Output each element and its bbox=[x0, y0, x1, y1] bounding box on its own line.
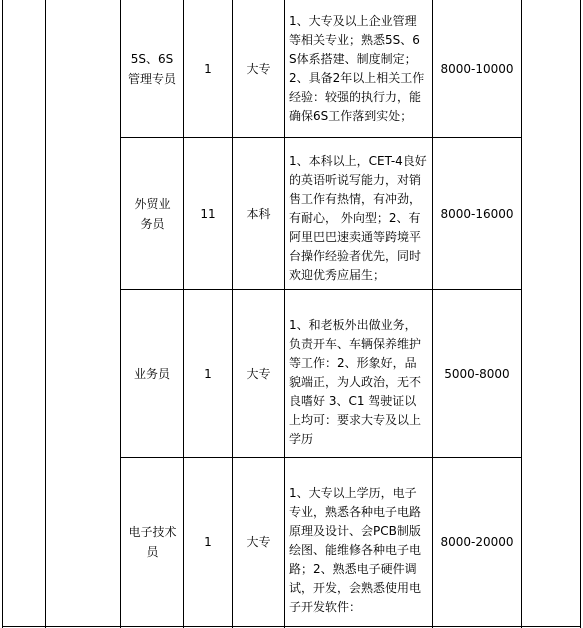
salary-cell bbox=[433, 290, 521, 457]
position-name: 外贸业务员 bbox=[134, 196, 171, 231]
requirements-text: 1、本科以上，CET-4良好的英语听说写能力，对销售工作有热情，有冲劲，有耐心， 外向型；2、有阿里巴巴速卖通等跨境平台操作经验者优先，同时欢迎优秀应届生； bbox=[289, 154, 427, 282]
count-cell bbox=[184, 290, 232, 457]
salary-range: 5000-8000 bbox=[444, 366, 510, 381]
salary-range: 8000-16000 bbox=[440, 206, 514, 221]
position-cell bbox=[121, 290, 183, 457]
position-name: 5S、6S管理专员 bbox=[127, 51, 176, 86]
position-cell bbox=[128, 458, 177, 626]
grid-line bbox=[284, 0, 285, 628]
education-level: 大专 bbox=[246, 366, 271, 381]
education-cell bbox=[233, 290, 284, 457]
grid-line bbox=[45, 0, 46, 628]
salary-cell bbox=[433, 138, 521, 289]
education-level: 大专 bbox=[246, 61, 271, 76]
headcount: 11 bbox=[200, 206, 216, 221]
position-cell bbox=[127, 0, 177, 137]
salary-range: 8000-10000 bbox=[440, 61, 514, 76]
grid-line bbox=[521, 0, 522, 628]
grid-line bbox=[2, 626, 581, 627]
position-cell bbox=[130, 138, 175, 289]
grid-line bbox=[580, 0, 581, 628]
education-cell bbox=[233, 0, 284, 137]
salary-cell bbox=[433, 0, 521, 137]
requirements-text: 1、大专及以上企业管理等相关专业；熟悉5S、6S体系搭建、制度制定；2、具备2年以上相关工作经验：较强的执行力，能确保6S工作落到实处； bbox=[289, 14, 425, 123]
salary-range: 8000-20000 bbox=[440, 535, 514, 549]
count-cell bbox=[184, 138, 232, 289]
grid-line bbox=[2, 0, 3, 628]
count-cell bbox=[184, 0, 232, 137]
education-cell bbox=[233, 458, 284, 626]
position-name: 电子技术员 bbox=[128, 525, 177, 559]
education-cell bbox=[233, 138, 284, 289]
salary-cell bbox=[433, 458, 521, 626]
count-cell bbox=[184, 458, 232, 626]
headcount: 1 bbox=[204, 366, 212, 381]
headcount: 1 bbox=[204, 535, 212, 549]
requirements-text: 1、和老板外出做业务，负责开车、车辆保养维护等工作：2、形象好，品貌端正，为人政治，无不良嗜好 3、C1 驾驶证以上均可：要求大专及以上学历 bbox=[289, 318, 422, 446]
education-level: 大专 bbox=[246, 535, 271, 549]
headcount: 1 bbox=[204, 61, 212, 76]
education-level: 本科 bbox=[246, 206, 271, 221]
requirements-text: 1、大专以上学历，电子专业，熟悉各种电子电路原理及设计、会PCB制版绘图、能维修各种电子电路；2、熟悉电子硬件调试，开发，会熟悉使用电子开发软件： bbox=[289, 486, 422, 614]
position-name: 业务员 bbox=[133, 366, 170, 381]
